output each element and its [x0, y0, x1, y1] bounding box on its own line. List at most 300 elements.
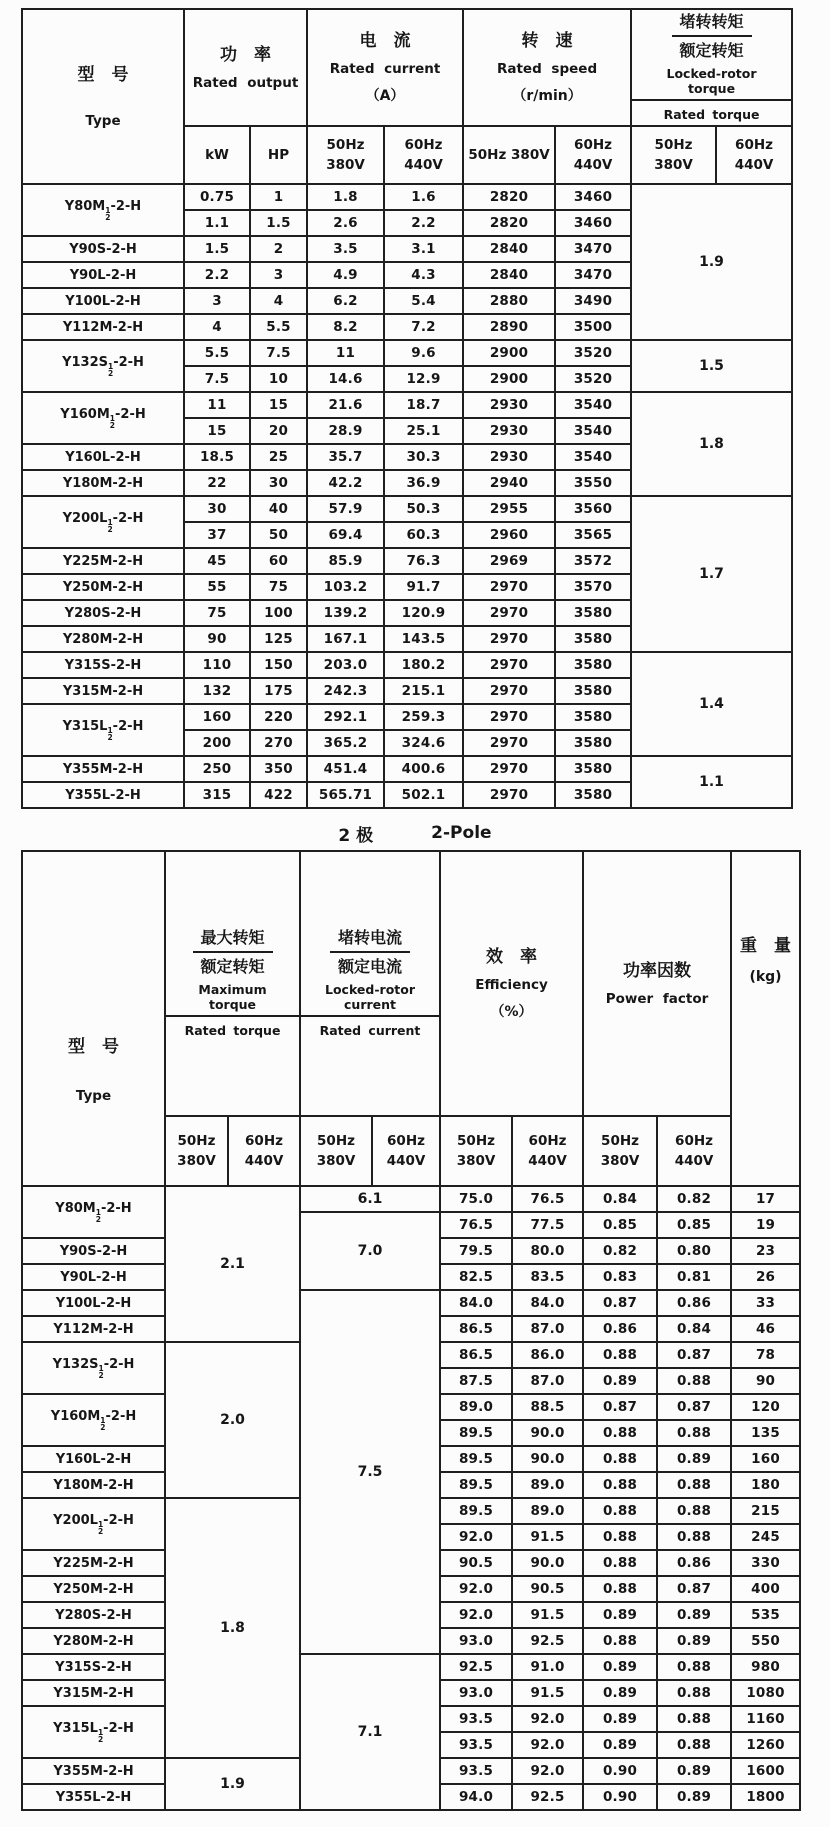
weight-label-cn: 重 量	[740, 935, 792, 956]
value-cell: 3540	[555, 418, 631, 444]
value-cell: 535	[731, 1602, 800, 1628]
value-cell: 1.5	[184, 236, 250, 262]
value-cell: 2880	[463, 288, 555, 314]
value-cell: 88.5	[512, 1394, 583, 1420]
model-cell: Y315S-2-H	[22, 1654, 165, 1680]
value-cell: 0.86	[583, 1316, 657, 1342]
value-cell: 2930	[463, 418, 555, 444]
value-cell: 2.2	[184, 262, 250, 288]
value-cell: 92.5	[512, 1628, 583, 1654]
value-cell: 0.85	[657, 1212, 731, 1238]
value-cell: 4.3	[384, 262, 463, 288]
value-cell: 90.0	[512, 1550, 583, 1576]
value-cell: 4.9	[307, 262, 384, 288]
value-cell: 1.5	[250, 210, 307, 236]
speed-unit: （r/min）	[512, 88, 582, 105]
value-cell: 2970	[463, 626, 555, 652]
torque-ratio-cell: 1.9	[631, 184, 792, 340]
value-cell: 55	[184, 574, 250, 600]
value-cell: 1080	[731, 1680, 800, 1706]
value-cell: 1600	[731, 1758, 800, 1784]
value-cell: 82.5	[440, 1264, 512, 1290]
value-cell: 3500	[555, 314, 631, 340]
value-cell: 0.82	[583, 1238, 657, 1264]
model-cell: Y200L 1 2 -2-H	[22, 1498, 165, 1550]
value-cell: 2930	[463, 392, 555, 418]
value-cell: 26	[731, 1264, 800, 1290]
value-cell: 4	[250, 288, 307, 314]
value-cell: 0.89	[583, 1680, 657, 1706]
weight-unit: (kg)	[749, 969, 782, 986]
value-cell: 980	[731, 1654, 800, 1680]
value-cell: 3540	[555, 392, 631, 418]
value-cell: 3572	[555, 548, 631, 574]
value-cell: 0.88	[583, 1420, 657, 1446]
value-cell: 91.5	[512, 1602, 583, 1628]
value-cell: 0.87	[657, 1342, 731, 1368]
value-cell: 1.1	[184, 210, 250, 236]
value-cell: 245	[731, 1524, 800, 1550]
table-row	[22, 756, 792, 782]
value-cell: 5.5	[250, 314, 307, 340]
value-cell: 8.2	[307, 314, 384, 340]
value-cell: 46	[731, 1316, 800, 1342]
model-cell: Y90L-2-H	[22, 262, 184, 288]
value-cell: 2940	[463, 470, 555, 496]
value-cell: 292.1	[307, 704, 384, 730]
torque-ratio-numerator-en: Locked-rotor torque	[632, 66, 791, 101]
value-cell: 3490	[555, 288, 631, 314]
value-cell: 86.5	[440, 1316, 512, 1342]
value-cell: 84.0	[440, 1290, 512, 1316]
value-cell: 87.0	[512, 1368, 583, 1394]
t2-header-max-torque-ratio	[165, 851, 300, 1116]
max-torque-ratio-cell: 2.0	[165, 1342, 300, 1498]
value-cell: 91.5	[512, 1680, 583, 1706]
t1-header-current	[307, 9, 463, 126]
value-cell: 0.88	[583, 1628, 657, 1654]
value-cell: 18.7	[384, 392, 463, 418]
value-cell: 93.5	[440, 1758, 512, 1784]
motor-performance-table	[21, 850, 801, 1811]
value-cell: 2970	[463, 600, 555, 626]
model-fraction-mark: 1 2	[100, 1415, 106, 1432]
value-cell: 11	[307, 340, 384, 366]
value-cell: 3460	[555, 184, 631, 210]
value-cell: 3580	[555, 704, 631, 730]
t1-subheader-current-60hz: 60Hz 440V	[384, 126, 463, 184]
value-cell: 2960	[463, 522, 555, 548]
value-cell: 132	[184, 678, 250, 704]
value-cell: 7.5	[250, 340, 307, 366]
value-cell: 110	[184, 652, 250, 678]
table-row	[22, 496, 792, 522]
model-fraction-mark: 1 2	[97, 1727, 104, 1744]
t2-subheader-eff-60hz: 60Hz 440V	[512, 1116, 583, 1186]
torque-ratio-cell: 1.4	[631, 652, 792, 756]
value-cell: 2820	[463, 210, 555, 236]
value-cell: 25.1	[384, 418, 463, 444]
value-cell: 0.89	[583, 1368, 657, 1394]
value-cell: 3580	[555, 678, 631, 704]
value-cell: 90.5	[512, 1576, 583, 1602]
value-cell: 502.1	[384, 782, 463, 808]
value-cell: 143.5	[384, 626, 463, 652]
value-cell: 0.89	[657, 1602, 731, 1628]
model-cell: Y355M-2-H	[22, 1758, 165, 1784]
lr-current-ratio-cell: 6.1	[300, 1186, 440, 1212]
value-cell: 89.5	[440, 1498, 512, 1524]
model-cell: Y200L 1 2 -2-H	[22, 496, 184, 548]
value-cell: 0.87	[583, 1290, 657, 1316]
table-row	[22, 1654, 800, 1680]
max-torque-ratio-cell: 1.9	[165, 1758, 300, 1810]
value-cell: 90	[184, 626, 250, 652]
model-cell: Y100L-2-H	[22, 288, 184, 314]
value-cell: 78	[731, 1342, 800, 1368]
value-cell: 3.1	[384, 236, 463, 262]
value-cell: 2970	[463, 756, 555, 782]
value-cell: 0.89	[583, 1732, 657, 1758]
value-cell: 92.0	[512, 1706, 583, 1732]
value-cell: 30.3	[384, 444, 463, 470]
value-cell: 259.3	[384, 704, 463, 730]
value-cell: 76.3	[384, 548, 463, 574]
value-cell: 2840	[463, 262, 555, 288]
value-cell: 15	[250, 392, 307, 418]
model-fraction-mark: 1 2	[105, 205, 111, 222]
value-cell: 2970	[463, 574, 555, 600]
torque-ratio-cell: 1.8	[631, 392, 792, 496]
value-cell: 19	[731, 1212, 800, 1238]
value-cell: 0.88	[657, 1472, 731, 1498]
value-cell: 0.88	[583, 1576, 657, 1602]
value-cell: 0.88	[657, 1732, 731, 1758]
value-cell: 2890	[463, 314, 555, 340]
value-cell: 3470	[555, 236, 631, 262]
value-cell: 0.83	[583, 1264, 657, 1290]
value-cell: 3520	[555, 340, 631, 366]
value-cell: 33	[731, 1290, 800, 1316]
value-cell: 167.1	[307, 626, 384, 652]
current-label-en: Rated current	[329, 61, 441, 78]
value-cell: 60	[250, 548, 307, 574]
value-cell: 135	[731, 1420, 800, 1446]
value-cell: 0.89	[657, 1784, 731, 1810]
value-cell: 36.9	[384, 470, 463, 496]
value-cell: 2969	[463, 548, 555, 574]
value-cell: 89.0	[512, 1498, 583, 1524]
value-cell: 85.9	[307, 548, 384, 574]
value-cell: 103.2	[307, 574, 384, 600]
max-torque-denominator-en: Rated torque	[184, 1023, 281, 1038]
value-cell: 0.88	[583, 1524, 657, 1550]
value-cell: 14.6	[307, 366, 384, 392]
lr-current-denominator-cn: 额定电流	[338, 957, 403, 976]
value-cell: 5.5	[184, 340, 250, 366]
value-cell: 250	[184, 756, 250, 782]
value-cell: 89.5	[440, 1472, 512, 1498]
value-cell: 89.5	[440, 1420, 512, 1446]
value-cell: 77.5	[512, 1212, 583, 1238]
value-cell: 1	[250, 184, 307, 210]
model-cell: Y355M-2-H	[22, 756, 184, 782]
value-cell: 0.89	[583, 1706, 657, 1732]
value-cell: 17	[731, 1186, 800, 1212]
value-cell: 400	[731, 1576, 800, 1602]
model-cell: Y160M 1 2 -2-H	[22, 392, 184, 444]
value-cell: 0.89	[583, 1654, 657, 1680]
model-cell: Y250M-2-H	[22, 1576, 165, 1602]
torque-ratio-cell: 1.5	[631, 340, 792, 392]
value-cell: 3470	[555, 262, 631, 288]
value-cell: 45	[184, 548, 250, 574]
value-cell: 139.2	[307, 600, 384, 626]
t2-subheader-pf-50hz: 50Hz 380V	[583, 1116, 657, 1186]
power-label-en: Rated output	[192, 75, 299, 92]
t2-subheader-torque-60hz: 60Hz 440V	[228, 1116, 300, 1186]
pole-heading-cn: 2 极	[338, 825, 374, 846]
value-cell: 242.3	[307, 678, 384, 704]
value-cell: 4	[184, 314, 250, 340]
value-cell: 2970	[463, 730, 555, 756]
value-cell: 9.6	[384, 340, 463, 366]
value-cell: 2970	[463, 678, 555, 704]
max-torque-denominator-cn: 额定转矩	[200, 957, 265, 976]
table-row	[22, 392, 792, 418]
value-cell: 23	[731, 1238, 800, 1264]
efficiency-label-cn: 效 率	[486, 946, 538, 967]
value-cell: 76.5	[440, 1212, 512, 1238]
value-cell: 215.1	[384, 678, 463, 704]
value-cell: 30	[250, 470, 307, 496]
value-cell: 120	[731, 1394, 800, 1420]
value-cell: 0.87	[657, 1394, 731, 1420]
table-row	[22, 1290, 800, 1316]
value-cell: 0.89	[657, 1758, 731, 1784]
torque-ratio-denominator-cn: 额定转矩	[679, 41, 744, 60]
value-cell: 60.3	[384, 522, 463, 548]
value-cell: 89.0	[512, 1472, 583, 1498]
lr-current-ratio-cell: 7.0	[300, 1212, 440, 1290]
value-cell: 3580	[555, 782, 631, 808]
value-cell: 1260	[731, 1732, 800, 1758]
value-cell: 35.7	[307, 444, 384, 470]
model-cell: Y132S 1 2 -2-H	[22, 1342, 165, 1394]
t1-subheader-hp: HP	[250, 126, 307, 184]
value-cell: 12.9	[384, 366, 463, 392]
model-cell: Y80M 1 2 -2-H	[22, 184, 184, 236]
value-cell: 3460	[555, 210, 631, 236]
value-cell: 91.0	[512, 1654, 583, 1680]
t2-subheader-current-50hz: 50Hz 380V	[300, 1116, 372, 1186]
model-cell: Y315M-2-H	[22, 1680, 165, 1706]
value-cell: 50.3	[384, 496, 463, 522]
t2-header-efficiency	[440, 851, 583, 1116]
max-torque-numerator-cn: 最大转矩	[193, 928, 273, 953]
value-cell: 350	[250, 756, 307, 782]
current-label-cn: 电 流	[359, 30, 411, 51]
model-fraction-mark: 1 2	[98, 1363, 104, 1380]
t2-header-type	[22, 851, 165, 1186]
model-cell: Y280M-2-H	[22, 1628, 165, 1654]
value-cell: 120.9	[384, 600, 463, 626]
type-label-en: Type	[75, 1088, 112, 1105]
value-cell: 6.2	[307, 288, 384, 314]
value-cell: 3540	[555, 444, 631, 470]
value-cell: 25	[250, 444, 307, 470]
value-cell: 90.0	[512, 1420, 583, 1446]
value-cell: 57.9	[307, 496, 384, 522]
value-cell: 175	[250, 678, 307, 704]
value-cell: 22	[184, 470, 250, 496]
value-cell: 18.5	[184, 444, 250, 470]
value-cell: 160	[184, 704, 250, 730]
value-cell: 2.6	[307, 210, 384, 236]
value-cell: 2970	[463, 652, 555, 678]
value-cell: 0.75	[184, 184, 250, 210]
value-cell: 2955	[463, 496, 555, 522]
value-cell: 2840	[463, 236, 555, 262]
table-row	[22, 340, 792, 366]
t2-body	[22, 1186, 800, 1810]
max-torque-ratio-cell: 1.8	[165, 1498, 300, 1758]
model-fraction-mark: 1 2	[107, 361, 114, 378]
value-cell: 3580	[555, 652, 631, 678]
type-label-cn: 型 号	[68, 1036, 119, 1057]
value-cell: 69.4	[307, 522, 384, 548]
power-label-cn: 功 率	[220, 44, 271, 65]
value-cell: 75.0	[440, 1186, 512, 1212]
value-cell: 0.88	[583, 1446, 657, 1472]
value-cell: 3580	[555, 600, 631, 626]
table-row	[22, 1186, 800, 1212]
torque-ratio-cell: 1.7	[631, 496, 792, 652]
value-cell: 10	[250, 366, 307, 392]
value-cell: 1.8	[307, 184, 384, 210]
value-cell: 2970	[463, 704, 555, 730]
max-torque-numerator-en: Maximum torque	[166, 982, 299, 1017]
value-cell: 90	[731, 1368, 800, 1394]
model-cell: Y225M-2-H	[22, 548, 184, 574]
value-cell: 2900	[463, 340, 555, 366]
model-fraction-mark: 1 2	[107, 725, 113, 742]
t1-header-power	[184, 9, 307, 126]
model-cell: Y280S-2-H	[22, 600, 184, 626]
model-cell: Y355L-2-H	[22, 1784, 165, 1810]
value-cell: 87.0	[512, 1316, 583, 1342]
value-cell: 203.0	[307, 652, 384, 678]
value-cell: 92.0	[440, 1576, 512, 1602]
value-cell: 92.0	[440, 1602, 512, 1628]
value-cell: 91.7	[384, 574, 463, 600]
model-cell: Y80M 1 2 -2-H	[22, 1186, 165, 1238]
value-cell: 28.9	[307, 418, 384, 444]
pole-heading	[0, 820, 830, 846]
model-fraction-mark: 1 2	[95, 1207, 101, 1224]
value-cell: 0.88	[657, 1498, 731, 1524]
value-cell: 3	[184, 288, 250, 314]
t1-header-locked-rotor-torque-ratio	[631, 9, 792, 126]
value-cell: 2	[250, 236, 307, 262]
value-cell: 451.4	[307, 756, 384, 782]
t1-header-speed	[463, 9, 631, 126]
value-cell: 2.2	[384, 210, 463, 236]
model-fraction-mark: 1 2	[97, 1519, 104, 1536]
value-cell: 93.0	[440, 1628, 512, 1654]
value-cell: 0.88	[657, 1680, 731, 1706]
value-cell: 270	[250, 730, 307, 756]
value-cell: 0.86	[657, 1550, 731, 1576]
value-cell: 5.4	[384, 288, 463, 314]
model-cell: Y112M-2-H	[22, 314, 184, 340]
torque-ratio-denominator-en: Rated torque	[663, 107, 760, 122]
value-cell: 0.88	[657, 1654, 731, 1680]
value-cell: 92.0	[512, 1758, 583, 1784]
value-cell: 0.86	[657, 1290, 731, 1316]
type-label-en: Type	[85, 112, 121, 129]
value-cell: 3580	[555, 730, 631, 756]
efficiency-unit: （%）	[490, 1004, 533, 1021]
t1-subheader-kw: kW	[184, 126, 250, 184]
value-cell: 1.6	[384, 184, 463, 210]
lr-current-denominator-en: Rated current	[319, 1023, 421, 1038]
model-cell: Y112M-2-H	[22, 1316, 165, 1342]
efficiency-label-en: Efficiency	[475, 977, 548, 994]
value-cell: 200	[184, 730, 250, 756]
lr-current-ratio-cell: 7.1	[300, 1654, 440, 1810]
value-cell: 1800	[731, 1784, 800, 1810]
value-cell: 100	[250, 600, 307, 626]
value-cell: 40	[250, 496, 307, 522]
model-cell: Y355L-2-H	[22, 782, 184, 808]
value-cell: 220	[250, 704, 307, 730]
speed-label-cn: 转 速	[521, 30, 573, 51]
value-cell: 0.84	[657, 1316, 731, 1342]
value-cell: 2930	[463, 444, 555, 470]
power-factor-label-en: Power factor	[605, 991, 709, 1008]
value-cell: 180.2	[384, 652, 463, 678]
model-cell: Y250M-2-H	[22, 574, 184, 600]
value-cell: 0.80	[657, 1238, 731, 1264]
value-cell: 3565	[555, 522, 631, 548]
value-cell: 93.5	[440, 1706, 512, 1732]
lr-current-numerator-en: Locked-rotor current	[301, 982, 439, 1017]
type-label-cn: 型 号	[77, 65, 129, 86]
value-cell: 0.84	[583, 1186, 657, 1212]
value-cell: 7.5	[184, 366, 250, 392]
value-cell: 92.5	[440, 1654, 512, 1680]
value-cell: 83.5	[512, 1264, 583, 1290]
value-cell: 93.5	[440, 1732, 512, 1758]
value-cell: 80.0	[512, 1238, 583, 1264]
lr-current-ratio-cell: 7.5	[300, 1290, 440, 1654]
value-cell: 3550	[555, 470, 631, 496]
value-cell: 1160	[731, 1706, 800, 1732]
value-cell: 0.89	[657, 1628, 731, 1654]
current-unit: （A）	[365, 88, 405, 105]
value-cell: 91.5	[512, 1524, 583, 1550]
t1-subheader-speed-60hz: 60Hz 440V	[555, 126, 631, 184]
model-cell: Y132S 1 2 -2-H	[22, 340, 184, 392]
value-cell: 324.6	[384, 730, 463, 756]
value-cell: 3580	[555, 756, 631, 782]
t1-subheader-torque-60hz: 60Hz 440V	[716, 126, 792, 184]
value-cell: 84.0	[512, 1290, 583, 1316]
torque-ratio-numerator-cn: 堵转转矩	[672, 12, 752, 37]
value-cell: 215	[731, 1498, 800, 1524]
value-cell: 3570	[555, 574, 631, 600]
